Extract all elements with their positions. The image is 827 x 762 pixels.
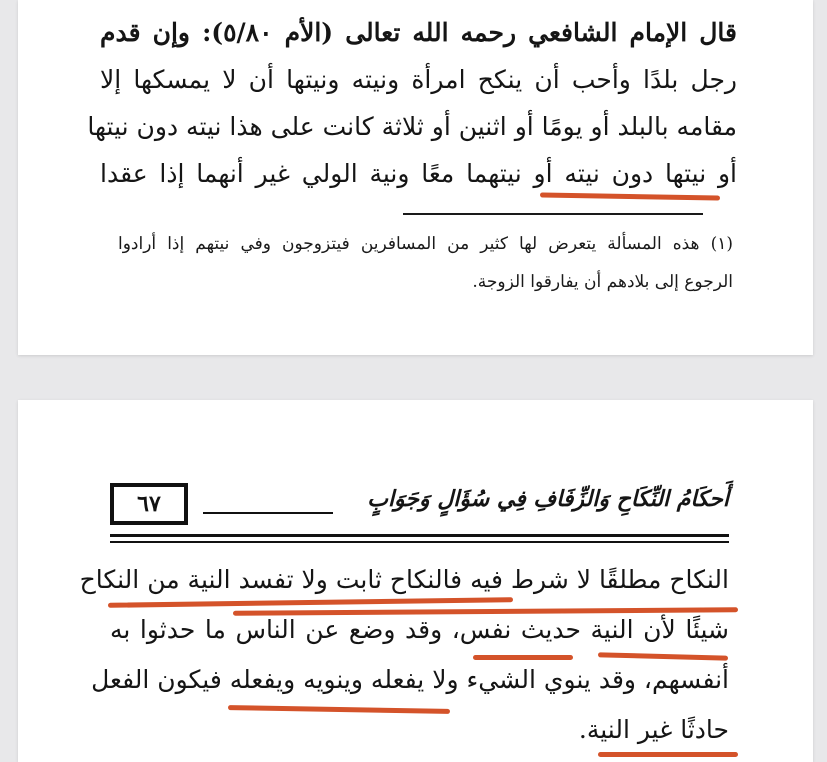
highlight-underline: [598, 652, 728, 660]
header-dash: [203, 512, 333, 514]
footnote-line-2: الرجوع إلى بلادهم أن يفارقوا الزوجة.: [472, 272, 733, 292]
header-rule: [110, 534, 729, 537]
running-title: أَحكَامُ النِّكَاحِ وَالزِّفَافِ فِي سُؤَالٍ وَجَوَابٍ: [367, 486, 729, 512]
body-line-1: النكاح مطلقًا لا شرط فيه فالنكاح ثابت ولا تفسد النية من النكاح: [79, 565, 729, 594]
page-number: ٦٧: [110, 483, 188, 525]
footnote-separator: [403, 213, 703, 215]
highlight-underline: [540, 192, 720, 200]
bottom-page: [18, 400, 813, 762]
text-line-2: رجل بلدًا وأحب أن ينكح امرأة ونيته ونيتها أن لا يمسكها إلا: [100, 65, 737, 94]
body-line-4: حادثًا غير النية.: [578, 715, 729, 744]
highlight-underline: [108, 597, 513, 608]
top-page: [18, 0, 813, 355]
body-line-3: أنفسهم، وقد ينوي الشيء ولا يفعله وينويه ويفعله فيكون الفعل: [91, 665, 729, 694]
header-rule-thin: [110, 541, 729, 543]
text-line-1: قال الإمام الشافعي رحمه الله تعالى (الأم ٥/٨٠): وإن قدم: [100, 18, 737, 47]
footnote-line-1: (١) هذه المسألة يتعرض لها كثير من المسافرين فيتزوجون وفي نيتهم إذا أرادوا: [118, 234, 733, 254]
body-line-2: شيئًا لأن النية حديث نفس، وقد وضع عن الناس ما حدثوا به: [110, 615, 729, 644]
highlight-underline: [473, 655, 573, 660]
highlight-underline: [598, 752, 738, 757]
text-line-3: مقامه بالبلد أو يومًا أو اثنين أو ثلاثة كانت على هذا نيته دون نيتها: [87, 112, 737, 141]
text-line-4: أو نيتها دون نيته أو نيتهما معًا ونية الولي غير أنهما إذا عقدا: [100, 159, 737, 188]
